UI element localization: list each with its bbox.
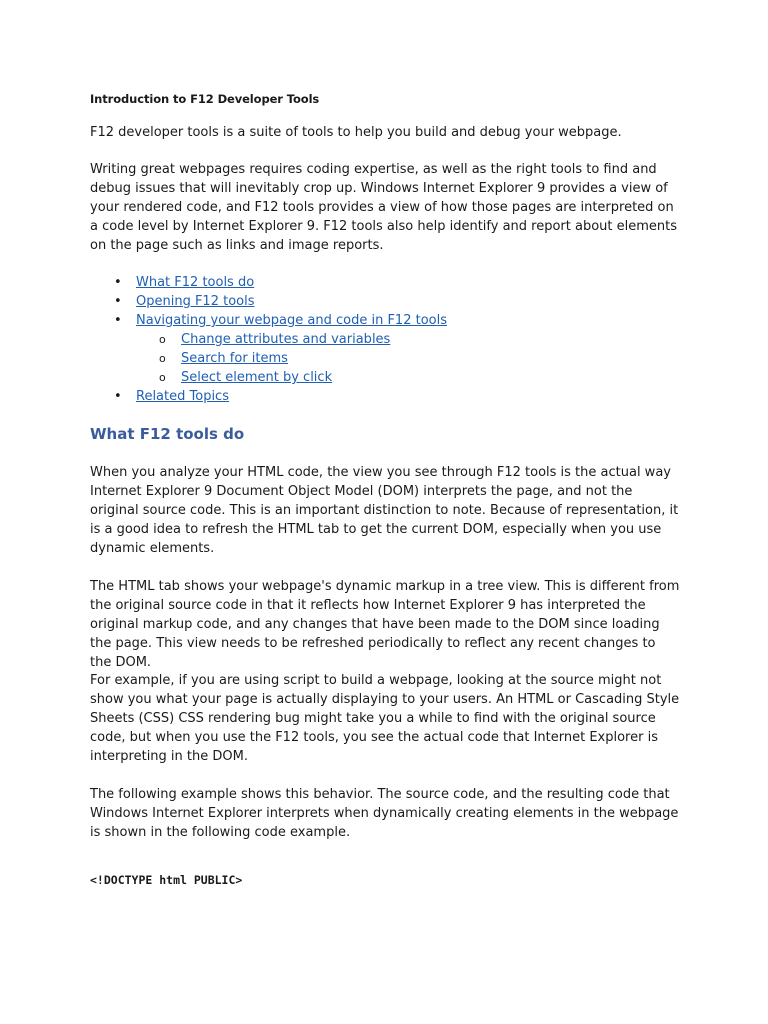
- dom-paragraph: When you analyze your HTML code, the view you see through F12 tools is the actual way Internet Explorer 9 Document Object Model (DOM) interprets the page, and not the original source code. This is an important distinction to note. Because of representation, it is a good idea to refresh the HTML tab to get the current DOM, especially when you use dynamic elements.: [90, 465, 679, 556]
- bullet-icon: •: [114, 294, 122, 309]
- toc-link-opening-f12-tools[interactable]: Opening F12 tools: [136, 294, 255, 309]
- overview-paragraph: Writing great webpages requires coding expertise, as well as the right tools to find and debug issues that will inevitably crop up. Windows Internet Explorer 9 provides a view of your rendered code, and F12 tools provides a view of how those pages are interpreted on a code level by Internet Explorer 9. F12 tools also help identify and report about elements on the page such as links and image reports.: [90, 162, 678, 253]
- toc-link-select-element[interactable]: Select element by click: [181, 370, 333, 385]
- bullet-icon: •: [114, 389, 122, 404]
- example-paragraph: For example, if you are using script to build a webpage, looking at the source might not show you what your page is actually displaying to your users. An HTML or Cascading Style Sheets (CSS) CSS rendering bug might take you a while to find with the original source code, but when you use the F12 tools, you see the actual code that Internet Explorer is interpreting in the DOM.: [90, 673, 680, 764]
- code-sample: <!DOCTYPE html PUBLIC>: [90, 873, 243, 887]
- toc-item-opening-f12-tools: [90, 292, 447, 311]
- section-heading: What F12 tools do: [90, 425, 245, 443]
- sub-bullet-icon: o: [159, 333, 166, 346]
- html-tab-paragraph: The HTML tab shows your webpage's dynamic markup in a tree view. This is different from the original source code in that it reflects how Internet Explorer 9 has interpreted the original markup code, and any changes that have been made to the DOM since loading the page. This view needs to be refreshed periodically to reflect any recent changes to the DOM.: [90, 579, 680, 670]
- bullet-icon: •: [114, 313, 122, 328]
- toc-link-navigating[interactable]: Navigating your webpage and code in F12 tools: [136, 313, 447, 328]
- document-title: Introduction to F12 Developer Tools: [90, 92, 320, 106]
- toc-subitem-select-element: [90, 368, 447, 387]
- sub-bullet-icon: o: [159, 352, 166, 365]
- toc-link-related-topics[interactable]: Related Topics: [136, 389, 229, 404]
- intro-paragraph: F12 developer tools is a suite of tools to help you build and debug your webpage.: [90, 125, 622, 140]
- behavior-paragraph: The following example shows this behavior. The source code, and the resulting code that Windows Internet Explorer interprets when dynamically creating elements in the webpage is shown in the following code example.: [90, 787, 679, 840]
- toc-subitem-change-attributes: [90, 330, 447, 349]
- toc-item-related-topics: [90, 387, 447, 406]
- toc-subitem-search-for-items: [90, 349, 447, 368]
- table-of-contents: [90, 273, 447, 406]
- toc-link-change-attributes[interactable]: Change attributes and variables: [181, 332, 391, 347]
- sub-bullet-icon: o: [159, 371, 166, 384]
- toc-link-search-for-items[interactable]: Search for items: [181, 351, 288, 366]
- bullet-icon: •: [114, 275, 122, 290]
- toc-item-navigating: [90, 311, 447, 330]
- toc-item-what-f12-tools-do: [90, 273, 447, 292]
- toc-link-what-f12-tools-do[interactable]: What F12 tools do: [136, 275, 255, 290]
